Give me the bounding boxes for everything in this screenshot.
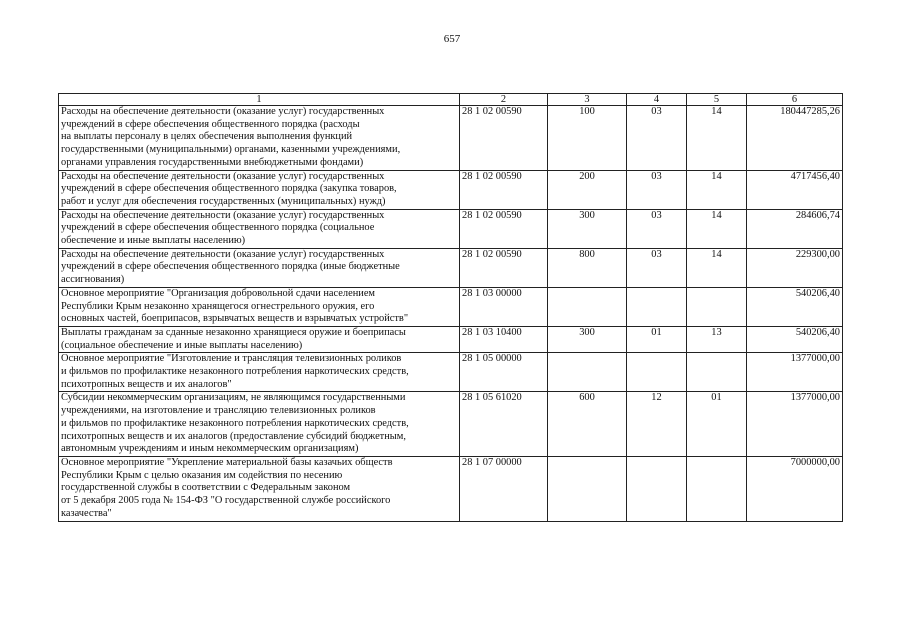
header-col-4: 4 xyxy=(627,94,687,106)
row-name: Основное мероприятие "Организация добровольной сдачи населением Республики Крым незаконно хранящегося огнестрельного оружия, его основных частей, боеприпасов, взрывчатых веществ и взрывчатых устройств" xyxy=(59,287,460,326)
row-name: Расходы на обеспечение деятельности (оказание услуг) государственных учреждений в сфере обеспечения общественного порядка (закупка товаров, работ и услуг для обеспечения государственных (муниципальных) нужд) xyxy=(59,170,460,209)
table-row xyxy=(59,209,843,248)
row-amount: 1377000,00 xyxy=(747,392,843,457)
table-row xyxy=(59,170,843,209)
row-target-code: 28 1 02 00590 xyxy=(460,170,548,209)
row-target-code: 28 1 05 00000 xyxy=(460,353,548,392)
row-target-code: 28 1 02 00590 xyxy=(460,209,548,248)
row-expense-type xyxy=(548,287,627,326)
row-expense-type: 800 xyxy=(548,248,627,287)
row-subsection xyxy=(687,287,747,326)
header-col-3: 3 xyxy=(548,94,627,106)
row-section xyxy=(627,287,687,326)
row-expense-type: 300 xyxy=(548,209,627,248)
table-row xyxy=(59,248,843,287)
row-name: Основное мероприятие "Укрепление материальной базы казачьих обществ Республики Крым с целью оказания им содействия по несению государственной службы в соответствии с Федеральным законом от 5 декабря 2005 года № 154-ФЗ "О государственной службе российского казачества" xyxy=(59,456,460,521)
row-subsection: 14 xyxy=(687,106,747,171)
header-col-6: 6 xyxy=(747,94,843,106)
header-col-2: 2 xyxy=(460,94,548,106)
row-subsection xyxy=(687,353,747,392)
table-row xyxy=(59,287,843,326)
row-amount: 1377000,00 xyxy=(747,353,843,392)
table-row xyxy=(59,326,843,352)
table-row xyxy=(59,106,843,171)
header-col-5: 5 xyxy=(687,94,747,106)
row-amount: 540206,40 xyxy=(747,326,843,352)
row-amount: 7000000,00 xyxy=(747,456,843,521)
row-target-code: 28 1 05 61020 xyxy=(460,392,548,457)
row-subsection: 14 xyxy=(687,170,747,209)
page-number: 657 xyxy=(443,33,461,45)
row-subsection: 13 xyxy=(687,326,747,352)
row-subsection xyxy=(687,456,747,521)
row-amount: 180447285,26 xyxy=(747,106,843,171)
row-subsection: 01 xyxy=(687,392,747,457)
row-target-code: 28 1 07 00000 xyxy=(460,456,548,521)
row-section xyxy=(627,456,687,521)
row-section: 03 xyxy=(627,106,687,171)
row-target-code: 28 1 03 10400 xyxy=(460,326,548,352)
table-row xyxy=(59,456,843,521)
budget-table xyxy=(58,93,843,522)
row-expense-type: 300 xyxy=(548,326,627,352)
row-target-code: 28 1 02 00590 xyxy=(460,106,548,171)
row-section: 01 xyxy=(627,326,687,352)
row-name: Расходы на обеспечение деятельности (оказание услуг) государственных учреждений в сфере обеспечения общественного порядка (иные бюджетные ассигнования) xyxy=(59,248,460,287)
row-expense-type xyxy=(548,353,627,392)
header-col-1: 1 xyxy=(59,94,460,106)
row-section xyxy=(627,353,687,392)
row-amount: 284606,74 xyxy=(747,209,843,248)
row-name: Расходы на обеспечение деятельности (оказание услуг) государственных учреждений в сфере обеспечения общественного порядка (социальное обеспечение и иные выплаты населению) xyxy=(59,209,460,248)
table-row xyxy=(59,392,843,457)
table-header-row xyxy=(59,94,843,106)
row-amount: 4717456,40 xyxy=(747,170,843,209)
row-target-code: 28 1 02 00590 xyxy=(460,248,548,287)
row-section: 03 xyxy=(627,248,687,287)
row-section: 03 xyxy=(627,209,687,248)
row-subsection: 14 xyxy=(687,248,747,287)
row-expense-type: 600 xyxy=(548,392,627,457)
row-amount: 540206,40 xyxy=(747,287,843,326)
row-section: 12 xyxy=(627,392,687,457)
row-section: 03 xyxy=(627,170,687,209)
table-row xyxy=(59,353,843,392)
row-name: Расходы на обеспечение деятельности (оказание услуг) государственных учреждений в сфере обеспечения общественного порядка (расходы на выплаты персоналу в целях обеспечения выполнения функций государственными (муниципальными) органами, казенными учреждениями, органами управления государственными внебюджетными фондами) xyxy=(59,106,460,171)
row-subsection: 14 xyxy=(687,209,747,248)
row-expense-type: 200 xyxy=(548,170,627,209)
row-expense-type: 100 xyxy=(548,106,627,171)
row-name: Выплаты гражданам за сданные незаконно хранящиеся оружие и боеприпасы (социальное обеспечение и иные выплаты населению) xyxy=(59,326,460,352)
row-amount: 229300,00 xyxy=(747,248,843,287)
row-name: Основное мероприятие "Изготовление и трансляция телевизионных роликов и фильмов по профилактике незаконного потребления наркотических средств, психотропных веществ и их аналогов" xyxy=(59,353,460,392)
row-target-code: 28 1 03 00000 xyxy=(460,287,548,326)
row-name: Субсидии некоммерческим организациям, не являющимся государственными учреждениями, на изготовление и трансляцию телевизионных роликов и фильмов по профилактике незаконного потребления наркотических средств, психотропных веществ и их аналогов (предоставление субсидий бюджетным, автономным учреждениям и иным некоммерческим организациям) xyxy=(59,392,460,457)
row-expense-type xyxy=(548,456,627,521)
